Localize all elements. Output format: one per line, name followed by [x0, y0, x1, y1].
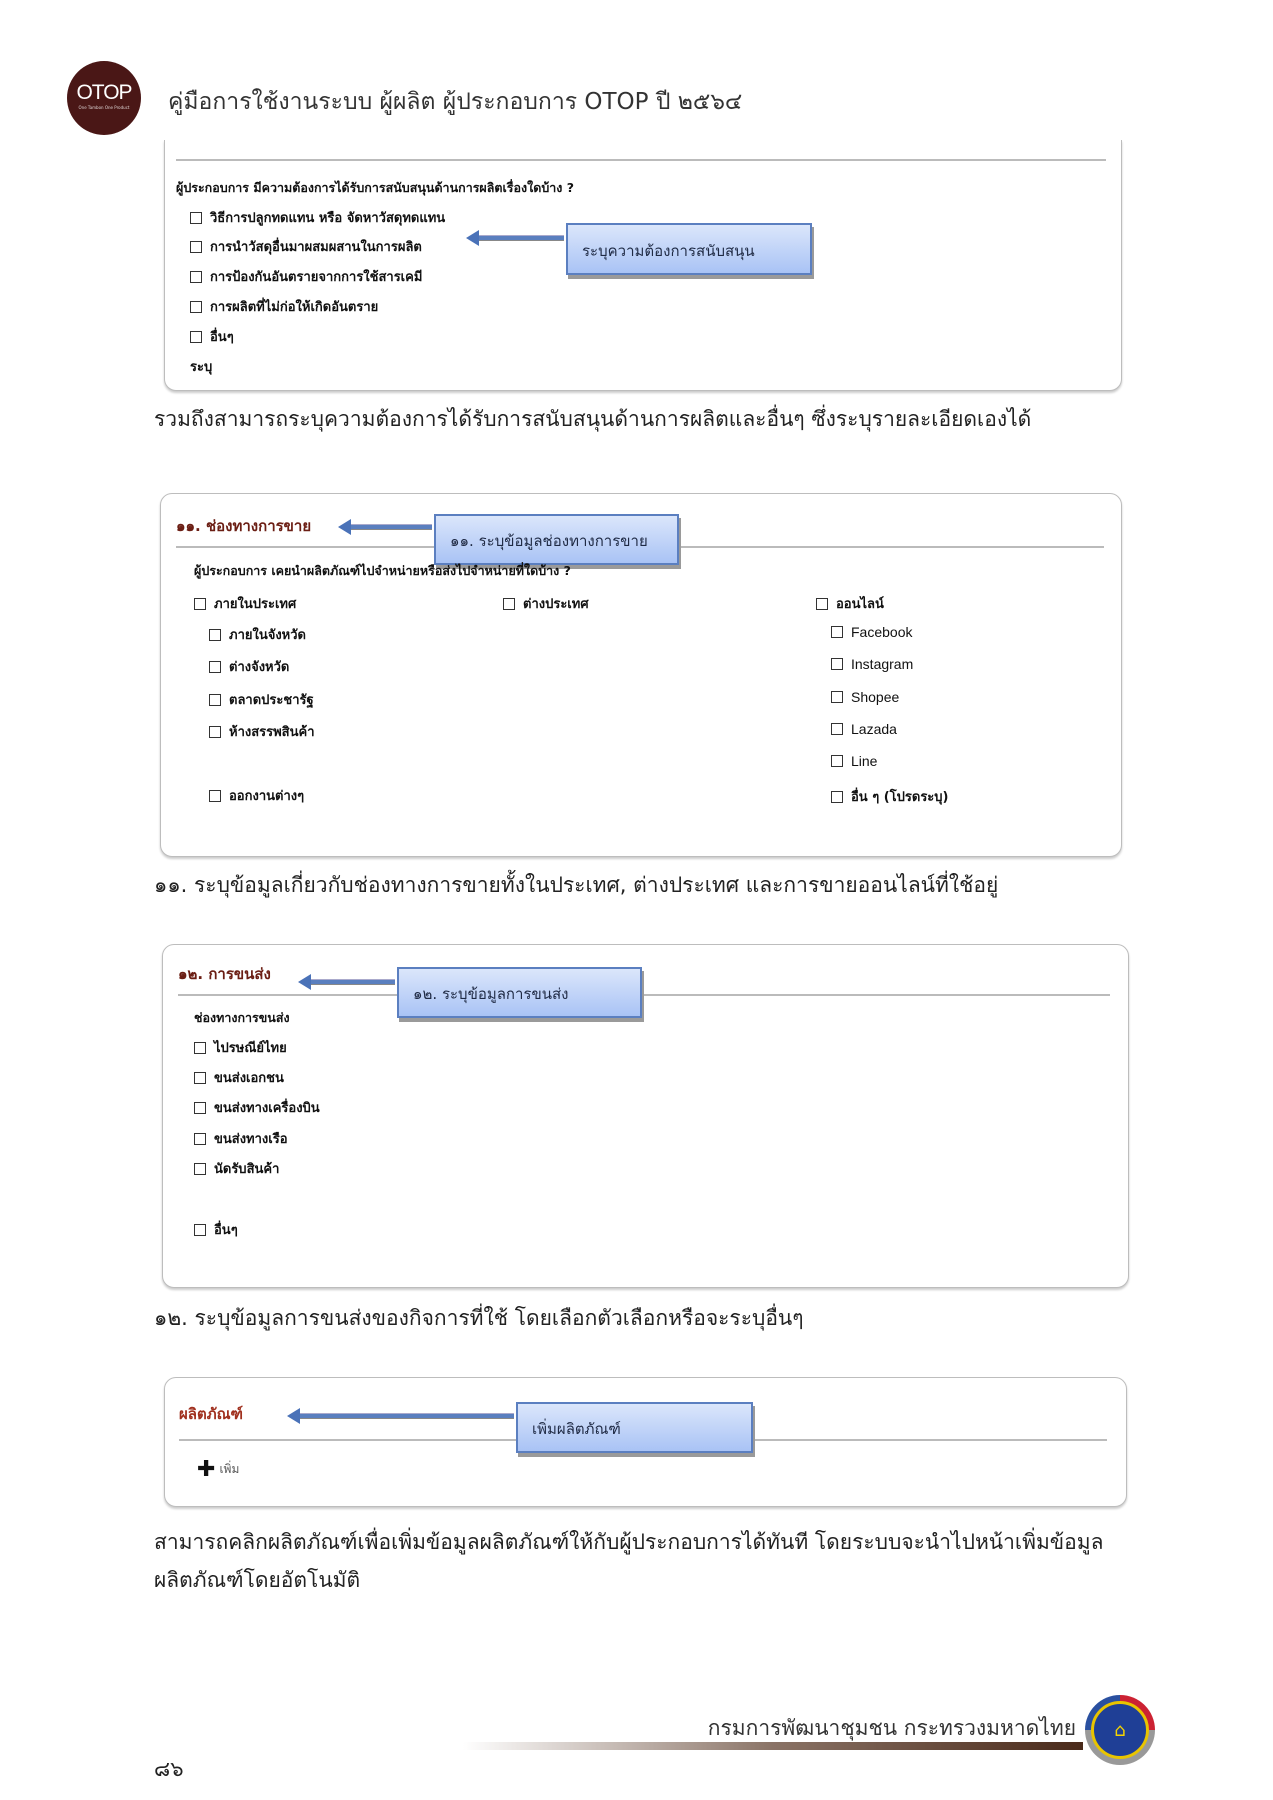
- arrow-icon: [478, 235, 564, 241]
- checkbox[interactable]: [503, 598, 515, 610]
- option-label: การป้องกันอันตรายจากการใช้สารเคมี: [210, 270, 423, 285]
- footer-bar: [463, 1742, 1083, 1750]
- checkbox-option[interactable]: [209, 656, 289, 677]
- checkbox-option[interactable]: [194, 1158, 279, 1179]
- checkbox[interactable]: [194, 1102, 206, 1114]
- checkbox-option[interactable]: [194, 1219, 238, 1240]
- option-label: การผลิตที่ไม่ก่อให้เกิดอันตราย: [210, 300, 379, 315]
- page-number: ๘๖: [154, 1757, 184, 1781]
- option-label: Instagram: [851, 656, 914, 672]
- checkbox[interactable]: [194, 1042, 206, 1054]
- callout-support: ระบุความต้องการสนับสนุน: [566, 223, 812, 275]
- option-label: Shopee: [851, 689, 900, 705]
- product-title[interactable]: ผลิตภัณฑ์: [179, 1405, 243, 1423]
- option-label: ห้างสรรพสินค้า: [229, 725, 315, 740]
- checkbox-option[interactable]: [831, 689, 899, 705]
- checkbox-option[interactable]: [503, 593, 589, 614]
- checkbox[interactable]: [190, 301, 202, 313]
- checkbox[interactable]: [831, 791, 843, 803]
- option-label: ภายในจังหวัด: [229, 628, 306, 643]
- option-label: ตลาดประชารัฐ: [229, 693, 314, 708]
- checkbox-option[interactable]: [831, 786, 949, 807]
- checkbox[interactable]: [209, 694, 221, 706]
- caption-support: รวมถึงสามารถระบุความต้องการได้รับการสนับสนุนด้านการผลิตและอื่นๆ ซึ่งระบุรายละเอียดเองได้: [154, 407, 1032, 431]
- checkbox-option[interactable]: [194, 1067, 284, 1088]
- divider: [178, 994, 1110, 996]
- option-label: นัดรับสินค้า: [214, 1162, 280, 1177]
- option-label: ขนส่งทางเรือ: [214, 1132, 288, 1147]
- otop-logo: OTOP One Tambon One Product: [67, 61, 141, 135]
- arrow-icon: [299, 1413, 514, 1419]
- checkbox-option[interactable]: [190, 266, 422, 287]
- option-label: การนำวัสดุอื่นมาผสมผสานในการผลิต: [210, 240, 422, 255]
- checkbox-option[interactable]: [209, 624, 306, 645]
- caption-product-1: สามารถคลิกผลิตภัณฑ์เพื่อเพิ่มข้อมูลผลิตภัณฑ์ให้กับผู้ประกอบการได้ทันที โดยระบบจะนำไปหน้าเพิ่มข้อมูล: [154, 1530, 1104, 1554]
- option-label: Line: [851, 753, 878, 769]
- option-label: ไปรษณีย์ไทย: [214, 1041, 287, 1056]
- specify-label: ระบุ: [190, 360, 213, 375]
- checkbox[interactable]: [831, 755, 843, 767]
- checkbox-option[interactable]: [831, 753, 877, 769]
- caption-product-2: ผลิตภัณฑ์โดยอัตโนมัติ: [154, 1568, 361, 1592]
- callout-sales: ๑๑. ระบุข้อมูลช่องทางการขาย: [434, 514, 679, 565]
- option-label: ต่างประเทศ: [523, 597, 589, 612]
- checkbox[interactable]: [194, 1224, 206, 1236]
- checkbox[interactable]: [190, 241, 202, 253]
- checkbox[interactable]: [831, 691, 843, 703]
- option-label: ขนส่งทางเครื่องบิน: [214, 1101, 320, 1116]
- checkbox-option[interactable]: [194, 593, 296, 614]
- option-label: อื่นๆ: [210, 330, 234, 345]
- checkbox[interactable]: [831, 626, 843, 638]
- checkbox[interactable]: [194, 1072, 206, 1084]
- checkbox[interactable]: [209, 790, 221, 802]
- department-seal: [1085, 1695, 1155, 1765]
- option-label: ออกงานต่างๆ: [229, 789, 305, 804]
- support-question: ผู้ประกอบการ มีความต้องการได้รับการสนับสนุนด้านการผลิตเรื่องใดบ้าง ?: [176, 180, 575, 195]
- checkbox-option[interactable]: [194, 1097, 320, 1118]
- checkbox[interactable]: [209, 726, 221, 738]
- checkbox[interactable]: [816, 598, 828, 610]
- checkbox-option[interactable]: [831, 624, 912, 640]
- checkbox-option[interactable]: [209, 721, 315, 742]
- checkbox[interactable]: [831, 658, 843, 670]
- checkbox-option[interactable]: [190, 207, 445, 228]
- caption-sales: ๑๑. ระบุข้อมูลเกี่ยวกับช่องทางการขายทั้งในประเทศ, ต่างประเทศ และการขายออนไลน์ที่ใช้อยู่: [154, 873, 999, 897]
- checkbox[interactable]: [194, 598, 206, 610]
- shipping-title: ๑๒. การขนส่ง: [178, 965, 271, 983]
- checkbox-option[interactable]: [190, 296, 378, 317]
- checkbox-option[interactable]: [194, 1037, 287, 1058]
- checkbox-option[interactable]: [190, 326, 234, 347]
- seal-emblem: ⌂: [1091, 1701, 1149, 1759]
- checkbox-option[interactable]: [209, 689, 314, 710]
- checkbox[interactable]: [190, 331, 202, 343]
- option-label: วิธีการปลูกทดแทน หรือ จัดหาวัสดุทดแทน: [210, 211, 446, 226]
- checkbox-option[interactable]: [831, 721, 897, 737]
- checkbox-option[interactable]: [816, 593, 884, 614]
- callout-shipping: ๑๒. ระบุข้อมูลการขนส่ง: [397, 967, 642, 1018]
- add-product-button[interactable]: ✚ เพิ่ม: [197, 1457, 240, 1482]
- checkbox[interactable]: [209, 661, 221, 673]
- option-label: อื่น ๆ (โปรดระบุ): [851, 790, 949, 805]
- option-label: ภายในประเทศ: [214, 597, 297, 612]
- sales-title: ๑๑. ช่องทางการขาย: [176, 517, 312, 535]
- checkbox[interactable]: [209, 629, 221, 641]
- arrow-icon: [350, 524, 432, 530]
- page-title: คู่มือการใช้งานระบบ ผู้ผลิต ผู้ประกอบการ OTOP ปี ๒๕๖๔: [168, 89, 743, 115]
- option-label: ออนไลน์: [836, 597, 884, 612]
- divider: [176, 159, 1106, 161]
- checkbox-option[interactable]: [831, 656, 913, 672]
- sales-question: ผู้ประกอบการ เคยนำผลิตภัณฑ์ไปจำหน่ายหรือส่งไปจำหน่ายที่ใดบ้าง ?: [194, 563, 571, 578]
- arrow-icon: [310, 979, 395, 985]
- plus-icon: ✚: [197, 1457, 216, 1482]
- checkbox[interactable]: [831, 723, 843, 735]
- callout-product: เพิ่มผลิตภัณฑ์: [516, 1402, 753, 1453]
- option-label: Facebook: [851, 624, 913, 640]
- checkbox-option[interactable]: [190, 236, 422, 257]
- option-label: ต่างจังหวัด: [229, 660, 290, 675]
- footer-department: กรมการพัฒนาชุมชน กระทรวงมหาดไทย: [707, 1716, 1076, 1740]
- option-label: อื่นๆ: [214, 1223, 238, 1238]
- checkbox[interactable]: [194, 1133, 206, 1145]
- checkbox-option[interactable]: [209, 785, 304, 806]
- checkbox[interactable]: [190, 271, 202, 283]
- option-label: ขนส่งเอกชน: [214, 1071, 284, 1086]
- option-label: Lazada: [851, 721, 897, 737]
- shipping-subtitle: ช่องทางการขนส่ง: [194, 1010, 290, 1025]
- checkbox[interactable]: [190, 212, 202, 224]
- checkbox-option[interactable]: [194, 1128, 288, 1149]
- checkbox[interactable]: [194, 1163, 206, 1175]
- caption-shipping: ๑๒. ระบุข้อมูลการขนส่งของกิจการที่ใช้ โดยเลือกตัวเลือกหรือจะระบุอื่นๆ: [154, 1306, 804, 1330]
